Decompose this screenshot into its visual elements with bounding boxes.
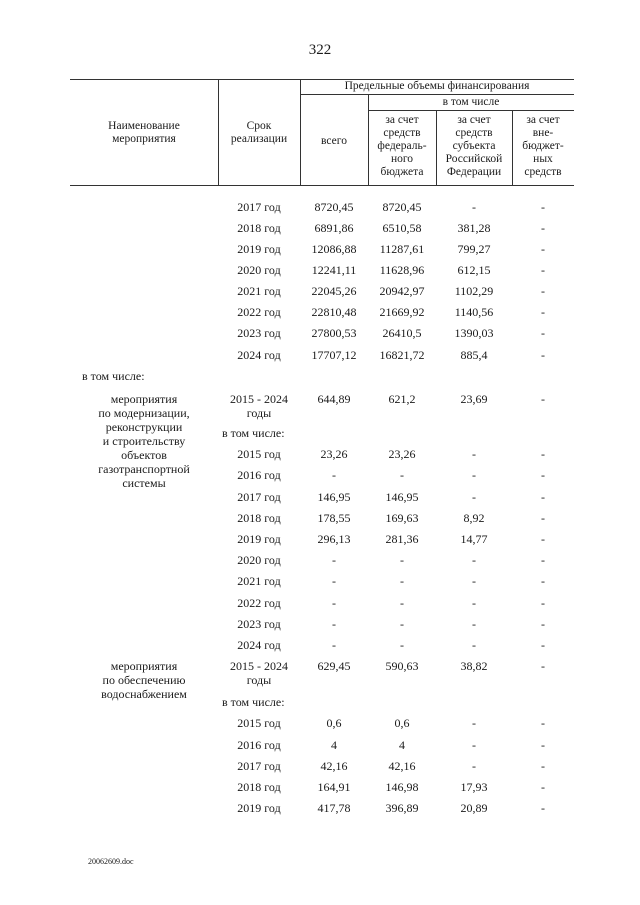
row-regional: 381,28	[457, 221, 491, 235]
row-federal: 16821,72	[379, 348, 425, 362]
including-rule	[368, 110, 574, 111]
row-extrabudget: -	[541, 574, 545, 588]
summary-regional: 38,82	[460, 659, 488, 673]
row-total: 8720,45	[314, 200, 354, 214]
row-regional: 799,27	[457, 242, 491, 256]
row-year: 2019 год	[237, 801, 281, 815]
row-extrabudget: -	[541, 284, 545, 298]
row-year: 2015 год	[237, 447, 281, 461]
row-federal: 4	[399, 738, 405, 752]
row-federal: 11287,61	[379, 242, 425, 256]
row-federal: 21669,92	[379, 305, 425, 319]
header-total: всего	[321, 135, 347, 147]
header-financing-title: Предельные объемы финансирования	[344, 80, 530, 92]
row-total: 146,95	[317, 490, 351, 504]
row-federal: 26410,5	[382, 326, 422, 340]
header-federal: за счет средств федераль- ного бюджета	[377, 114, 427, 178]
row-year: 2019 год	[237, 242, 281, 256]
row-federal: 0,6	[394, 716, 410, 730]
row-regional: -	[472, 468, 476, 482]
row-federal: 8720,45	[382, 200, 422, 214]
row-federal: 42,16	[388, 759, 416, 773]
section-name: мероприятия по модернизации, реконструкции и строительству объектов газотранспортной системы	[98, 392, 190, 490]
row-extrabudget: -	[541, 348, 545, 362]
section-name: мероприятия по обеспечению водоснабжением	[101, 659, 187, 701]
header-divider-2	[300, 79, 301, 185]
row-federal: 281,36	[385, 532, 419, 546]
header-including: в том числе	[442, 96, 500, 108]
row-year: 2019 год	[237, 532, 281, 546]
row-year: 2017 год	[237, 759, 281, 773]
summary-total: 629,45	[317, 659, 351, 673]
row-extrabudget: -	[541, 738, 545, 752]
row-federal: 396,89	[385, 801, 419, 815]
row-total: -	[332, 574, 336, 588]
row-regional: 14,77	[460, 532, 488, 546]
row-total: 17707,12	[311, 348, 357, 362]
row-total: 23,26	[320, 447, 348, 461]
row-total: -	[332, 638, 336, 652]
row-year: 2022 год	[237, 596, 281, 610]
row-extrabudget: -	[541, 553, 545, 567]
row-regional: -	[472, 716, 476, 730]
row-year: 2020 год	[237, 553, 281, 567]
row-year: 2023 год	[237, 617, 281, 631]
row-regional: -	[472, 617, 476, 631]
row-extrabudget: -	[541, 263, 545, 277]
row-year: 2023 год	[237, 326, 281, 340]
row-total: 4	[331, 738, 337, 752]
row-regional: -	[472, 490, 476, 504]
row-regional: 17,93	[460, 780, 488, 794]
row-regional: 1102,29	[454, 284, 494, 298]
row-year: 2020 год	[237, 263, 281, 277]
summary-extrabudget: -	[541, 659, 545, 673]
row-year: 2016 год	[237, 738, 281, 752]
row-regional: -	[472, 553, 476, 567]
in-that-number-label: в том числе:	[82, 369, 145, 383]
row-year: 2015 год	[237, 716, 281, 730]
summary-extrabudget: -	[541, 392, 545, 406]
row-extrabudget: -	[541, 490, 545, 504]
row-federal: -	[400, 468, 404, 482]
row-extrabudget: -	[541, 759, 545, 773]
row-federal: 146,95	[385, 490, 419, 504]
financing-title-rule	[300, 94, 574, 95]
row-federal: 23,26	[388, 447, 416, 461]
row-extrabudget: -	[541, 596, 545, 610]
row-extrabudget: -	[541, 326, 545, 340]
row-regional: 20,89	[460, 801, 488, 815]
row-federal: 20942,97	[379, 284, 425, 298]
row-total: 42,16	[320, 759, 348, 773]
row-federal: 146,98	[385, 780, 419, 794]
row-year: 2022 год	[237, 305, 281, 319]
including-label: в том числе:	[222, 695, 285, 709]
file-name-footer: 20062609.doc	[88, 857, 134, 866]
row-total: -	[332, 553, 336, 567]
row-extrabudget: -	[541, 716, 545, 730]
row-extrabudget: -	[541, 801, 545, 815]
row-extrabudget: -	[541, 221, 545, 235]
row-total: 12086,88	[311, 242, 357, 256]
page-number: 322	[308, 42, 332, 58]
row-extrabudget: -	[541, 305, 545, 319]
row-extrabudget: -	[541, 780, 545, 794]
row-federal: -	[400, 553, 404, 567]
row-total: 417,78	[317, 801, 351, 815]
row-extrabudget: -	[541, 532, 545, 546]
summary-regional: 23,69	[460, 392, 488, 406]
row-federal: -	[400, 574, 404, 588]
row-extrabudget: -	[541, 638, 545, 652]
row-total: -	[332, 596, 336, 610]
row-regional: -	[472, 200, 476, 214]
row-total: 296,13	[317, 532, 351, 546]
header-period: Срок реализации	[230, 120, 288, 145]
row-regional: 885,4	[460, 348, 488, 362]
row-year: 2018 год	[237, 511, 281, 525]
summary-federal: 590,63	[385, 659, 419, 673]
header-regional: за счет средств субъекта Российской Федерации	[445, 114, 503, 178]
row-total: 22810,48	[311, 305, 357, 319]
header-measure-name: Наименование мероприятия	[108, 120, 180, 145]
row-federal: 169,63	[385, 511, 419, 525]
row-year: 2017 год	[237, 490, 281, 504]
header-bottom-rule	[70, 185, 574, 186]
summary-total: 644,89	[317, 392, 351, 406]
row-federal: -	[400, 596, 404, 610]
row-regional: -	[472, 574, 476, 588]
summary-period: 2015 - 2024 годы	[230, 392, 288, 420]
row-total: 178,55	[317, 511, 351, 525]
row-year: 2016 год	[237, 468, 281, 482]
row-federal: -	[400, 617, 404, 631]
row-year: 2024 год	[237, 638, 281, 652]
row-year: 2018 год	[237, 221, 281, 235]
row-year: 2018 год	[237, 780, 281, 794]
row-regional: -	[472, 447, 476, 461]
header-extrabudget: за счет вне- бюджет- ных средств	[522, 114, 564, 178]
row-year: 2021 год	[237, 574, 281, 588]
row-regional: -	[472, 759, 476, 773]
row-total: 27800,53	[311, 326, 357, 340]
row-extrabudget: -	[541, 447, 545, 461]
row-total: -	[332, 617, 336, 631]
summary-period: 2015 - 2024 годы	[230, 659, 288, 687]
including-label: в том числе:	[222, 426, 285, 440]
row-extrabudget: -	[541, 511, 545, 525]
row-year: 2017 год	[237, 200, 281, 214]
row-extrabudget: -	[541, 200, 545, 214]
row-regional: -	[472, 638, 476, 652]
row-federal: 6510,58	[382, 221, 422, 235]
summary-federal: 621,2	[388, 392, 416, 406]
row-federal: 11628,96	[379, 263, 425, 277]
row-regional: 1390,03	[454, 326, 494, 340]
row-federal: -	[400, 638, 404, 652]
row-total: 22045,26	[311, 284, 357, 298]
row-year: 2021 год	[237, 284, 281, 298]
row-regional: -	[472, 596, 476, 610]
row-total: 164,91	[317, 780, 351, 794]
row-regional: 612,15	[457, 263, 491, 277]
row-total: 0,6	[326, 716, 342, 730]
row-extrabudget: -	[541, 242, 545, 256]
row-extrabudget: -	[541, 617, 545, 631]
row-regional: 8,92	[463, 511, 485, 525]
row-total: 12241,11	[311, 263, 357, 277]
row-regional: 1140,56	[454, 305, 494, 319]
row-total: -	[332, 468, 336, 482]
row-year: 2024 год	[237, 348, 281, 362]
row-extrabudget: -	[541, 468, 545, 482]
row-regional: -	[472, 738, 476, 752]
row-total: 6891,86	[314, 221, 354, 235]
